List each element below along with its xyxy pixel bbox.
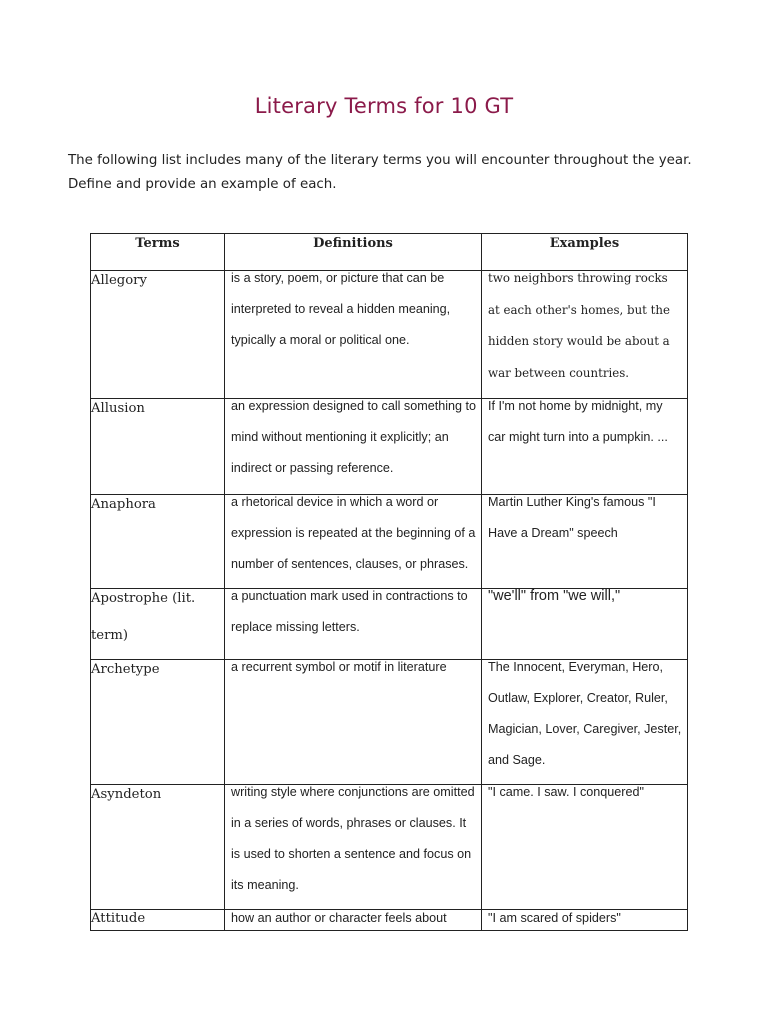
- example-text: If I'm not home by midnight, my car might turn into a pumpkin. ...: [488, 399, 668, 444]
- example-text: "I came. I saw. I conquered": [488, 785, 644, 799]
- definition-text: how an author or character feels about: [231, 911, 447, 925]
- definition-text: is a story, poem, or picture that can be interpreted to reveal a hidden meaning, typically a moral or political one.: [231, 271, 451, 347]
- table-row: [91, 660, 688, 785]
- term-cell: [91, 271, 225, 399]
- table-row: [91, 910, 688, 931]
- intro-text: [68, 149, 708, 197]
- definition-cell: [225, 660, 482, 785]
- example-cell: [482, 589, 688, 660]
- table-row: [91, 785, 688, 910]
- term-cell: [91, 660, 225, 785]
- definition-cell: [225, 399, 482, 495]
- term-anaphora: Anaphora: [91, 497, 156, 512]
- term-cell: [91, 589, 225, 660]
- example-cell: [482, 785, 688, 910]
- example-cell: [482, 271, 688, 399]
- intro-line-1: The following list includes many of the literary terms you will encounter throughout the year.: [68, 153, 692, 168]
- example-text: "we'll" from "we will,": [488, 588, 621, 604]
- term-apostrophe: Apostrophe (lit. term): [91, 591, 196, 643]
- definition-text: writing style where conjunctions are omitted in a series of words, phrases or clauses. It is used to shorten a sentence and focus on its meaning.: [231, 785, 475, 892]
- definition-text: a rhetorical device in which a word or expression is repeated at the beginning of a number of sentences, clauses, or phrases.: [231, 495, 476, 571]
- term-cell: [91, 910, 225, 931]
- definition-cell: [225, 910, 482, 931]
- term-cell: [91, 495, 225, 589]
- literary-terms-table: [90, 233, 688, 931]
- term-cell: [91, 399, 225, 495]
- definition-cell: [225, 589, 482, 660]
- header-examples: Examples: [482, 234, 688, 271]
- definition-cell: [225, 495, 482, 589]
- intro-line-2: Define and provide an example of each.: [68, 177, 337, 192]
- table-row: [91, 399, 688, 495]
- term-cell: [91, 785, 225, 910]
- definition-text: a punctuation mark used in contractions to replace missing letters.: [231, 589, 468, 634]
- example-cell: [482, 910, 688, 931]
- header-definitions: Definitions: [225, 234, 482, 271]
- example-text: Martin Luther King's famous "I Have a Dream" speech: [488, 495, 656, 540]
- table-row: [91, 271, 688, 399]
- definition-text: an expression designed to call something to mind without mentioning it explicitly; an indirect or passing reference.: [231, 399, 477, 475]
- term-allusion: Allusion: [91, 401, 145, 416]
- term-attitude: Attitude: [91, 911, 146, 926]
- header-terms: Terms: [91, 234, 225, 271]
- term-allegory: Allegory: [91, 273, 147, 288]
- term-archetype: Archetype: [91, 662, 160, 677]
- table-row: [91, 589, 688, 660]
- term-asyndeton: Asyndeton: [91, 787, 162, 802]
- example-cell: [482, 495, 688, 589]
- example-text: two neighbors throwing rocks at each other's homes, but the hidden story would be about a war between countries.: [488, 271, 670, 380]
- definition-cell: [225, 271, 482, 399]
- example-cell: [482, 660, 688, 785]
- page-title: Literary Terms for 10 GT: [254, 94, 514, 118]
- example-text: The Innocent, Everyman, Hero, Outlaw, Explorer, Creator, Ruler, Magician, Lover, Caregiver, Jester, and Sage.: [488, 660, 682, 767]
- example-text: "I am scared of spiders": [488, 911, 621, 925]
- example-cell: [482, 399, 688, 495]
- definition-cell: [225, 785, 482, 910]
- table-row: [91, 495, 688, 589]
- definition-text: a recurrent symbol or motif in literature: [231, 660, 447, 674]
